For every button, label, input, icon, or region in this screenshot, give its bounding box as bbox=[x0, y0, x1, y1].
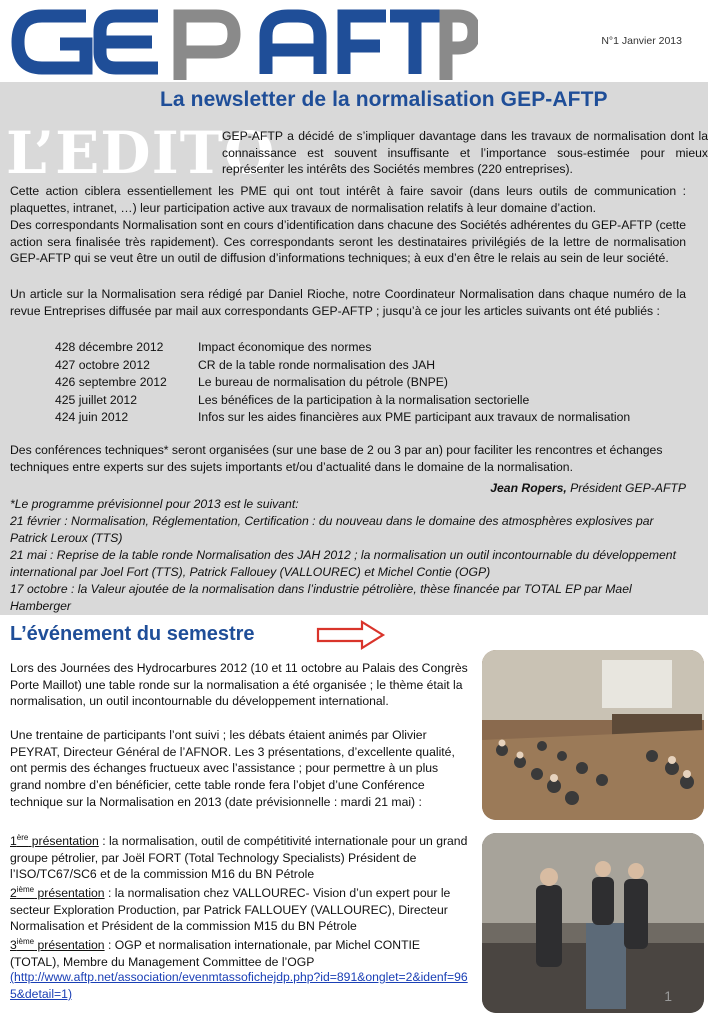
event-paragraph-1: Lors des Journées des Hydrocarbures 2012 (10 et 11 octobre au Palais des Congrès Porte Maillot) une table ronde sur la normalisation a été organisée ; le thème était la normalisation, un outil incontournable du développement international. bbox=[10, 661, 468, 709]
presentation-3 bbox=[10, 934, 470, 970]
article-number: 424 juin 2012 bbox=[55, 410, 129, 424]
table-row bbox=[55, 409, 630, 427]
table-row bbox=[55, 339, 630, 357]
presentation-1 bbox=[10, 830, 470, 883]
presentation-ordinal: ième bbox=[16, 885, 35, 894]
edito-paragraph-2: Des correspondants Normalisation sont en cours d’identification dans chacune des Sociétés adhérentes du GEP-AFTP (cette action sera finalisée très rapidement). Ces correspondants seront les destinataires privilégiés de la lettre de normalisation GEP-AFTP qui se veut être un outil de diffusion d’informations techniques; à eux d’en être le relais au sein de leur société. bbox=[10, 218, 686, 266]
presentation-number: 2 bbox=[10, 886, 17, 901]
arrow-right-icon bbox=[316, 619, 386, 651]
edito-heading: L’EDITO bbox=[6, 119, 276, 187]
signature-role: Président GEP-AFTP bbox=[566, 481, 686, 495]
event-title: L’événement du semestre bbox=[10, 623, 255, 645]
presentation-label: présentation bbox=[28, 834, 99, 849]
presentation-text: : OGP et normalisation internationale, par Michel CONTIE (TOTAL), Membre du Management Committee de l’OGP bbox=[10, 938, 421, 969]
gep-aftp-logo bbox=[8, 2, 478, 82]
table-row bbox=[55, 357, 630, 375]
programme-intro: *Le programme prévisionnel pour 2013 est le suivant: bbox=[10, 497, 299, 511]
presentation-text: : la normalisation, outil de compétitivité internationale pour un grand groupe pétrolier, par Joël FORT (Total Technology Specialists) Président de l’ISO/TC67/SC6 et de la commission M16 du BN Pétrole bbox=[10, 834, 468, 882]
table-row bbox=[55, 374, 630, 392]
edito-intro: GEP-AFTP a décidé de s’impliquer davantage dans les travaux de normalisation dont la connaissance est souvent insuffisante et l’importance sous-estimée pour mieux représenter les intérêts des Sociétés membres (220 entreprises). bbox=[222, 129, 708, 177]
presentation-3-label bbox=[10, 938, 105, 952]
presentation-label: présentation bbox=[34, 938, 105, 953]
article-title: Les bénéfices de la participation à la normalisation sectorielle bbox=[198, 392, 530, 407]
issue-label: N°1 Janvier 2013 bbox=[601, 35, 682, 47]
event-paragraph-2: Une trentaine de participants l’ont suivi ; les débats étaient animés par Olivier PEYRAT, Directeur Général de l’AFNOR. Les 3 présentations, d’excellente qualité, ont permis des échanges fructueux avec l’assistance ; pour permettre à un plus grand nombre d’en bénéficier, cette table ronde fera l’objet d’une Conférence technique sur la Normalisation en 2013 (date prévisionnelle : mardi 21 mai) : bbox=[10, 728, 455, 809]
presentation-1-label bbox=[10, 834, 99, 848]
signature bbox=[490, 480, 686, 497]
programme-item: 21 février : Normalisation, Réglementation, Certification : du nouveau dans le domaine des atmosphères explosives par Patrick Leroux (TTS) bbox=[10, 514, 654, 545]
presentation-number: 1 bbox=[10, 834, 17, 849]
presentation-2 bbox=[10, 882, 470, 935]
article-title: Impact économique des normes bbox=[198, 340, 372, 354]
programme-item: 21 mai : Reprise de la table ronde Normalisation des JAH 2012 ; la normalisation un outil incontournable du développement international par Joel Fort (TTS), Patrick Fallouey (VALLOUREC) et Michel Contie (OGP) bbox=[10, 548, 676, 579]
page-number: 1 bbox=[664, 988, 672, 1004]
conference-room-photo bbox=[482, 650, 704, 820]
articles-table bbox=[55, 339, 630, 427]
table-row bbox=[55, 392, 630, 410]
article-number: 428 décembre 2012 bbox=[55, 340, 164, 354]
edito-paragraph-3: Un article sur la Normalisation sera rédigé par Daniel Rioche, notre Coordinateur Normalisation dans chaque numéro de la revue Entreprises diffusée par mail aux correspondants GEP-AFTP ; jusqu’à ce jour les articles suivants ont été publiés : bbox=[10, 287, 686, 318]
programme-item: 17 octobre : la Valeur ajoutée de la normalisation dans l’industrie pétrolière, thèse financée par TOTAL EP par Mael Hamberger bbox=[10, 582, 632, 613]
presentation-ordinal: ère bbox=[16, 833, 29, 842]
presentation-2-label bbox=[10, 886, 105, 900]
article-number: 427 octobre 2012 bbox=[55, 357, 150, 372]
event-link[interactable]: (http://www.aftp.net/association/evenmtassofichejdp.php?id=891&onglet=2&idenf=965&detail=1) bbox=[10, 970, 468, 1001]
edito-paragraph-1: Cette action ciblera essentiellement les PME qui ont tout intérêt à faire savoir (dans leurs outils de communication : plaquettes, intranet, …) leur participation active aux travaux de normalisation relatifs à leur domaine d’action. bbox=[10, 184, 686, 215]
newsletter-title: La newsletter de la normalisation GEP-AFTP bbox=[160, 88, 608, 111]
article-number: 425 juillet 2012 bbox=[55, 392, 137, 407]
article-title: Infos sur les aides financières aux PME participant aux travaux de normalisation bbox=[198, 410, 631, 424]
article-number: 426 septembre 2012 bbox=[55, 375, 167, 389]
signature-name: Jean Ropers, bbox=[490, 481, 567, 495]
article-title: Le bureau de normalisation du pétrole (BNPE) bbox=[198, 375, 448, 389]
edito-paragraph-4: Des conférences techniques* seront organisées (sur une base de 2 ou 3 par an) pour faciliter les rencontres et échanges techniques entre experts sur des sujets importants et/ou d’actualité dans le domaine de la normalisation. bbox=[10, 443, 663, 474]
presentation-ordinal: ième bbox=[16, 937, 35, 946]
presentation-label: présentation bbox=[34, 886, 105, 901]
page-header bbox=[0, 0, 708, 82]
presentation-text: : la normalisation chez VALLOUREC- Vision d’un expert pour le secteur Exploration Production, par Patrick FALLOUEY (VALLOUREC), Directeur Normalisation et Président de la commission M15 du BN Pétrole bbox=[10, 886, 451, 934]
article-title: CR de la table ronde normalisation des JAH bbox=[198, 357, 436, 372]
presentation-number: 3 bbox=[10, 938, 17, 953]
speakers-photo bbox=[482, 833, 704, 1013]
